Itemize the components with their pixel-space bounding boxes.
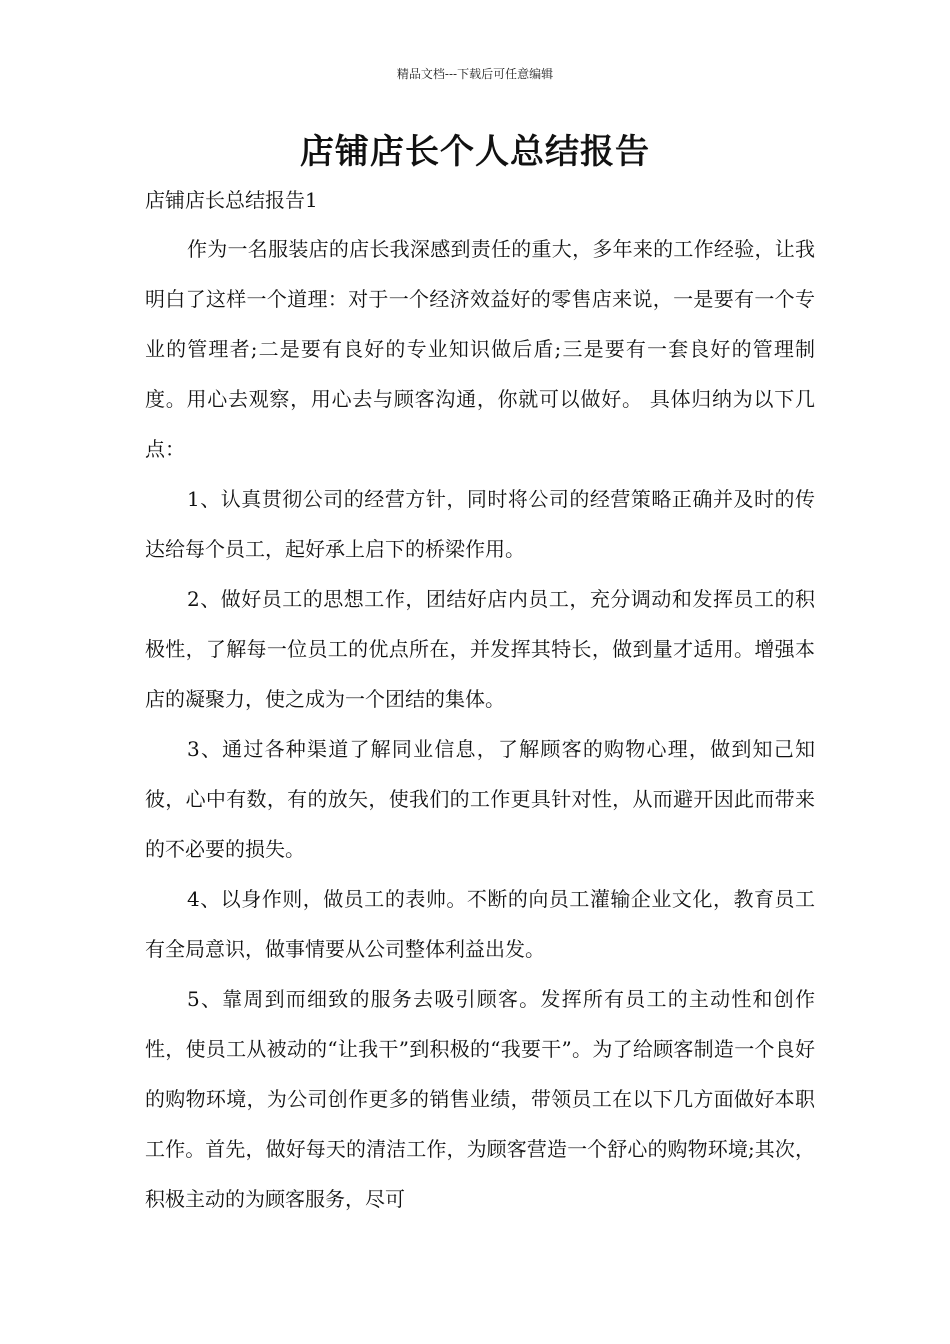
document-title: 店铺店长个人总结报告 xyxy=(300,132,650,172)
paragraph-point-1: 1、认真贯彻公司的经营方针，同时将公司的经营策略正确并及时的传达给每个员工，起好承上启下的桥梁作用。 xyxy=(145,487,815,561)
paragraph-point-5: 5、靠周到而细致的服务去吸引顾客。发挥所有员工的主动性和创作性，使员工从被动的“让我干”到积极的“我要干”。为了给顾客制造一个良好的购物环境，为公司创作更多的销售业绩，带领员工在以下几方面做好本职工作。首先，做好每天的清洁工作，为顾客营造一个舒心的购物环境;其次，积极主动的为顾客服务，尽可 xyxy=(145,987,815,1211)
paragraph-intro: 作为一名服装店的店长我深感到责任的重大，多年来的工作经验，让我明白了这样一个道理：对于一个经济效益好的零售店来说，一是要有一个专业的管理者;二是要有良好的专业知识做后盾;三是要有一套良好的管理制度。用心去观察，用心去与顾客沟通，你就可以做好。 具体归纳为以下几点： xyxy=(145,237,815,461)
section-subtitle: 店铺店长总结报告1 xyxy=(145,188,318,212)
header-note: 精品文档---下载后可任意编辑 xyxy=(396,67,554,81)
paragraph-point-3: 3、通过各种渠道了解同业信息，了解顾客的购物心理，做到知己知彼，心中有数，有的放矢，使我们的工作更具针对性，从而避开因此而带来的不必要的损失。 xyxy=(145,737,815,861)
document-body xyxy=(145,176,815,1224)
paragraph-point-4: 4、以身作则，做员工的表帅。不断的向员工灌输企业文化，教育员工有全局意识，做事情要从公司整体利益出发。 xyxy=(145,887,815,961)
paragraph-point-2: 2、做好员工的思想工作，团结好店内员工，充分调动和发挥员工的积极性，了解每一位员工的优点所在，并发挥其特长，做到量才适用。增强本店的凝聚力，使之成为一个团结的集体。 xyxy=(145,587,815,711)
